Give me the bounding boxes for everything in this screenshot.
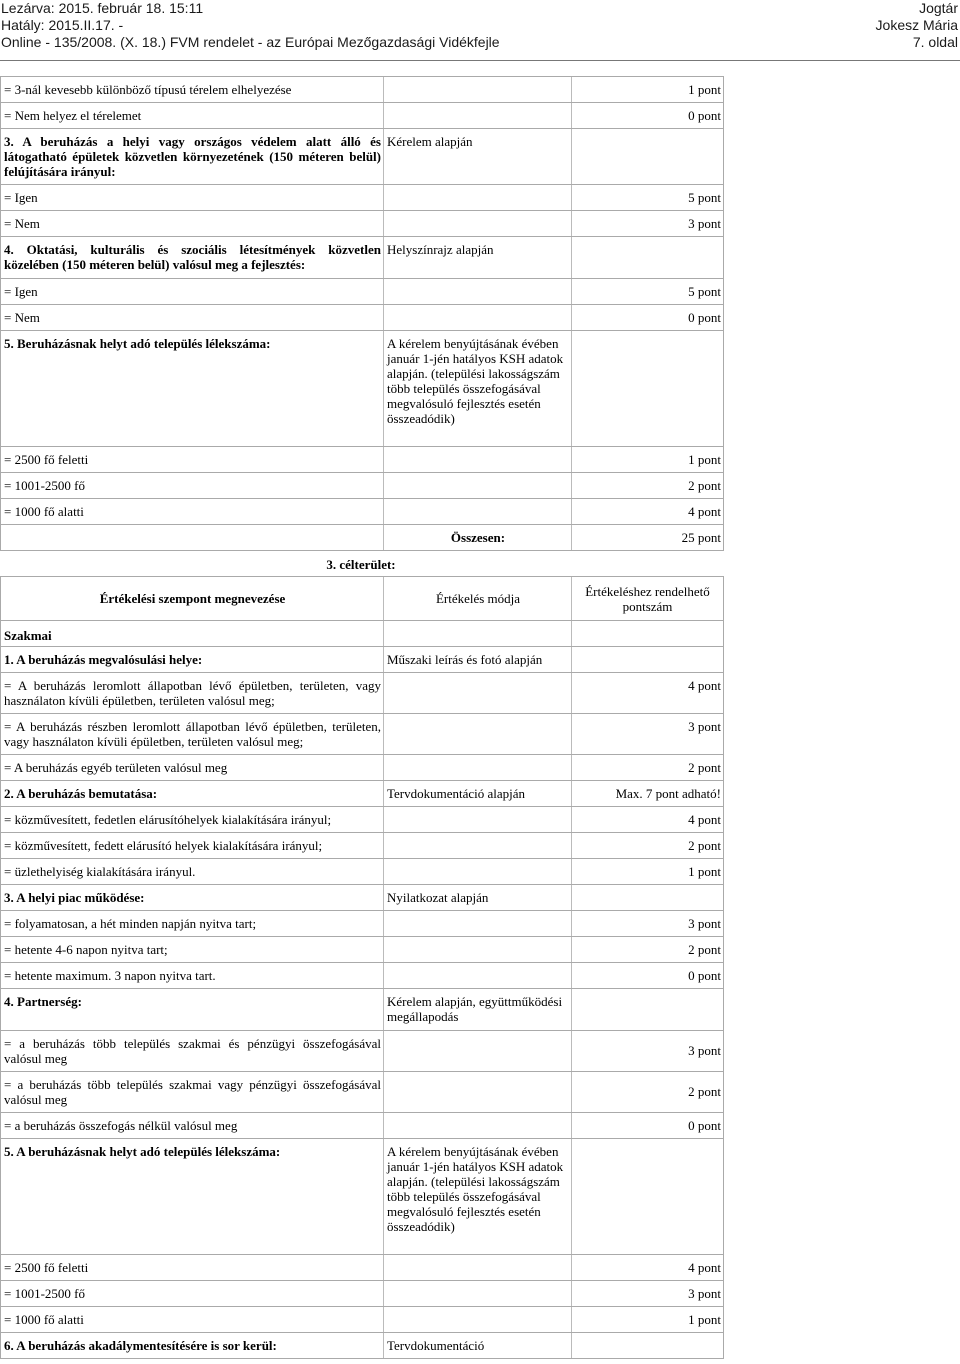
table-row: [0, 832, 724, 859]
points-cell: [571, 237, 723, 278]
criterion-cell: = Igen: [4, 284, 38, 299]
criterion-heading: 4. Partnerség:: [4, 994, 82, 1009]
table-row: [0, 498, 724, 525]
table-row: [0, 102, 724, 129]
points-cell: 1 pont: [571, 1307, 723, 1332]
criterion-cell: = 1000 fő alatti: [4, 504, 84, 519]
points-cell: 4 pont: [571, 1255, 723, 1280]
method-cell: [383, 1113, 571, 1138]
total-points: 25 pont: [571, 525, 723, 550]
header-document-title: Online - 135/2008. (X. 18.) FVM rendelet - az Európai Mezőgazdasági Vidékfejle: [1, 34, 500, 50]
points-cell: 2 pont: [571, 1072, 723, 1112]
criterion-cell: = 2500 fő feletti: [4, 1260, 89, 1275]
table-row: [0, 1138, 724, 1255]
table-row: [0, 713, 724, 755]
table-row: [0, 76, 724, 103]
method-cell: [383, 1031, 571, 1071]
criterion-cell: = Nem helyez el térelemet: [4, 108, 142, 123]
method-cell: Kérelem alapján: [383, 129, 571, 184]
criterion-cell: = A beruházás részben leromlott állapotban lévő épületben, területen, vagy használaton kívüli épületben, területen valósul meg;: [4, 719, 381, 749]
table-row: [0, 278, 724, 305]
header-page-number: 7. oldal: [912, 34, 958, 50]
criterion-cell: = közművesített, fedett elárusító helyek kialakítására irányul;: [4, 838, 323, 853]
method-cell: [383, 473, 571, 498]
method-cell: [383, 807, 571, 832]
criterion-cell: = a beruházás több település szakmai és pénzügyi összefogásával valósul meg: [4, 1036, 381, 1066]
table-row: [0, 936, 724, 963]
points-cell: 1 pont: [571, 447, 723, 472]
points-cell: 0 pont: [571, 305, 723, 330]
table-row: [0, 884, 724, 911]
column-header-criterion: Értékelési szempont megnevezése: [99, 591, 286, 606]
header-effective-date: Hatály: 2015.II.17. -: [1, 17, 124, 33]
method-cell: [383, 1307, 571, 1332]
criterion-cell: = 1000 fő alatti: [4, 1312, 84, 1327]
table-header-row: [0, 576, 724, 621]
points-cell: 4 pont: [571, 673, 723, 713]
criterion-cell: = közművesített, fedetlen elárusítóhelyek kialakítására irányul;: [4, 812, 332, 827]
points-cell: 3 pont: [571, 1031, 723, 1071]
method-cell: A kérelem benyújtásának évében január 1-jén hatályos KSH adatok alapján. (települési lakosságszám több település összefogásával megvalósuló fejlesztés esetén összeadódik): [383, 1139, 571, 1254]
points-cell: 3 pont: [571, 911, 723, 936]
criterion-cell: = 2500 fő feletti: [4, 452, 89, 467]
points-cell: 2 pont: [571, 473, 723, 498]
table-row: [0, 236, 724, 279]
table-row: [0, 1306, 724, 1333]
points-cell: [571, 885, 723, 910]
table-row: [0, 780, 724, 807]
criterion-cell: = hetente 4-6 napon nyitva tart;: [4, 942, 168, 957]
method-cell: [383, 103, 571, 128]
points-cell: 4 pont: [571, 807, 723, 832]
method-cell: [383, 859, 571, 884]
table-row: [0, 330, 724, 447]
total-label: Összesen:: [383, 525, 571, 550]
criterion-cell: = folyamatosan, a hét minden napján nyitva tart;: [4, 916, 257, 931]
method-cell: [383, 1255, 571, 1280]
method-cell: [383, 714, 571, 754]
method-cell: [383, 911, 571, 936]
points-cell: 5 pont: [571, 279, 723, 304]
criterion-heading: 5. A beruházásnak helyt adó település lélekszáma:: [4, 1144, 281, 1159]
method-cell: [383, 499, 571, 524]
header-user: Jokesz Mária: [875, 17, 958, 33]
criterion-cell: = hetente maximum. 3 napon nyitva tart.: [4, 968, 216, 983]
column-header-method: Értékelés módja: [383, 577, 571, 620]
points-cell: [571, 1139, 723, 1254]
table-row: [0, 184, 724, 211]
criterion-cell: = Nem: [4, 310, 40, 325]
criterion-cell: [1, 525, 383, 550]
table-row: [0, 128, 724, 185]
criterion-cell: = 1001-2500 fő: [4, 478, 85, 493]
criterion-cell: = a beruházás több település szakmai vagy pénzügyi összefogásával valósul meg: [4, 1077, 381, 1107]
points-cell: 0 pont: [571, 1113, 723, 1138]
section-label: Szakmai: [4, 628, 52, 643]
method-cell: A kérelem benyújtásának évében január 1-jén hatályos KSH adatok alapján. (települési lakosságszám több település összefogásával megvalósuló fejlesztés esetén összeadódik): [383, 331, 571, 446]
points-cell: 1 pont: [571, 859, 723, 884]
table-row: [0, 1030, 724, 1072]
points-cell: [571, 647, 723, 672]
method-cell: [383, 447, 571, 472]
points-cell: [571, 989, 723, 1030]
method-cell: [383, 621, 571, 646]
table-row: [0, 210, 724, 237]
method-cell: [383, 77, 571, 102]
points-cell: 2 pont: [571, 833, 723, 858]
criterion-cell: = a beruházás összefogás nélkül valósul meg: [4, 1118, 238, 1133]
points-cell: 3 pont: [571, 714, 723, 754]
header-publisher: Jogtár: [919, 0, 958, 16]
method-cell: [383, 185, 571, 210]
points-cell: [571, 129, 723, 184]
table-row: [0, 524, 724, 551]
criterion-heading: 1. A beruházás megvalósulási helye:: [4, 652, 203, 667]
method-cell: Kérelem alapján, együttműködési megállapodás: [383, 989, 571, 1030]
points-cell: 3 pont: [571, 1281, 723, 1306]
points-cell: 0 pont: [571, 963, 723, 988]
method-cell: Műszaki leírás és fotó alapján: [383, 647, 571, 672]
criterion-cell: = 1001-2500 fő: [4, 1286, 85, 1301]
criterion-cell: = Igen: [4, 190, 38, 205]
criterion-cell: = A beruházás leromlott állapotban lévő épületben, területen, vagy használaton kívüli épületben, területen valósul meg;: [4, 678, 381, 708]
table-row: [0, 550, 724, 577]
method-cell: Tervdokumentáció alapján: [383, 781, 571, 806]
points-cell: [571, 1333, 723, 1358]
table-row: [0, 988, 724, 1031]
points-cell: 4 pont: [571, 499, 723, 524]
table-row: [0, 472, 724, 499]
method-cell: [383, 211, 571, 236]
points-cell: 5 pont: [571, 185, 723, 210]
criterion-heading: 3. A beruházás a helyi vagy országos védelem alatt álló és látogatható épületek közvetlen környezetének (150 méteren belül) felújítására irányul:: [4, 134, 381, 179]
header-closed-date: Lezárva: 2015. február 18. 15:11: [1, 0, 204, 16]
column-header-points: Értékeléshez rendelhető pontszám: [571, 577, 723, 620]
criterion-cell: = üzlethelyiség kialakítására irányul.: [4, 864, 196, 879]
criterion-heading: 4. Oktatási, kulturális és szociális létesítmények közvetlen közelében (150 méteren belül) valósul meg a fejlesztés:: [4, 242, 381, 272]
table-row: [0, 1071, 724, 1113]
method-cell: Tervdokumentáció: [383, 1333, 571, 1358]
table-row: [0, 1112, 724, 1139]
table-row: [0, 1254, 724, 1281]
target-area-title: 3. célterület:: [326, 557, 396, 572]
points-cell: [571, 621, 723, 646]
table-row: [0, 1280, 724, 1307]
criterion-cell: = A beruházás egyéb területen valósul meg: [4, 760, 228, 775]
method-cell: [383, 755, 571, 780]
criterion-heading: 5. Beruházásnak helyt adó település lélekszáma:: [4, 336, 271, 351]
method-cell: [383, 963, 571, 988]
table-row: [0, 858, 724, 885]
criterion-cell: = 3-nál kevesebb különböző típusú térelem elhelyezése: [4, 82, 292, 97]
points-cell: 1 pont: [571, 77, 723, 102]
method-cell: Helyszínrajz alapján: [383, 237, 571, 278]
points-cell: Max. 7 pont adható!: [571, 781, 723, 806]
points-cell: 0 pont: [571, 103, 723, 128]
method-cell: [383, 1072, 571, 1112]
points-cell: 2 pont: [571, 755, 723, 780]
points-cell: [571, 331, 723, 446]
table-row: [0, 304, 724, 331]
criterion-heading: 2. A beruházás bemutatása:: [4, 786, 158, 801]
table-row: [0, 620, 724, 647]
method-cell: [383, 937, 571, 962]
table-row: [0, 754, 724, 781]
table-row: [0, 806, 724, 833]
table-row: [0, 646, 724, 673]
method-cell: [383, 833, 571, 858]
header-divider: [0, 60, 960, 61]
method-cell: [383, 673, 571, 713]
method-cell: [383, 279, 571, 304]
points-cell: 3 pont: [571, 211, 723, 236]
table-row: [0, 672, 724, 714]
method-cell: Nyilatkozat alapján: [383, 885, 571, 910]
method-cell: [383, 1281, 571, 1306]
method-cell: [383, 305, 571, 330]
points-cell: 2 pont: [571, 937, 723, 962]
page-header: [0, 0, 960, 60]
criterion-heading: 6. A beruházás akadálymentesítésére is sor kerül:: [4, 1338, 277, 1353]
criterion-heading: 3. A helyi piac működése:: [4, 890, 145, 905]
table-row: [0, 962, 724, 989]
criterion-cell: = Nem: [4, 216, 40, 231]
table-row: [0, 446, 724, 473]
table-row: [0, 1332, 724, 1359]
table-row: [0, 910, 724, 937]
